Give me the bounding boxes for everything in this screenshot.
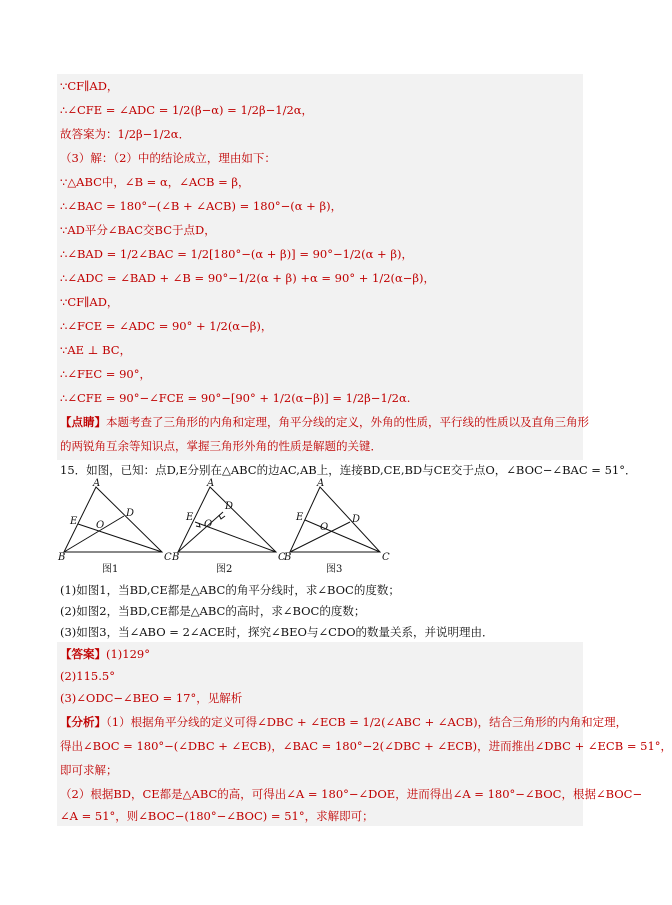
fig1-label-e: E — [70, 516, 78, 527]
fig3-label-c: C — [382, 552, 390, 563]
question-1: (1)如图1，当BD,CE都是△ABC的角平分线时，求∠BOC的度数； — [60, 583, 400, 597]
solution-line: ∴∠CFE = 90°−∠FCE = 90°−[90° + 1/2(α−β)] = 1/2β−1/2α. — [60, 391, 411, 405]
fig2-label-b: B — [172, 552, 180, 563]
fig2-label-e: E — [186, 512, 194, 523]
comment-text-1: 本题考查了三角形的内角和定理，角平分线的定义，外角的性质，平行线的性质以及直角三角形 — [106, 415, 589, 429]
solution-line: ∵△ABC中，∠B = α，∠ACB = β， — [60, 175, 250, 189]
analysis-line-2: 得出∠BOC = 180°−(∠DBC + ∠ECB)，∠BAC = 180°−2(∠DBC + ∠ECB)，进而推出∠DBC + ∠ECB = 51°， — [60, 739, 672, 753]
solution-line: ∴∠BAD = 1/2∠BAC = 1/2[180°−(α + β)] = 90°−1/2(α + β)， — [60, 247, 413, 261]
answer-2: (2)115.5° — [60, 669, 115, 683]
fig3-label-a: A — [317, 478, 325, 489]
question-2: (2)如图2，当BD,CE都是△ABC的高时，求∠BOC的度数； — [60, 604, 366, 618]
analysis-label: 【分析】 — [60, 715, 106, 729]
fig3-label-b: B — [284, 552, 292, 563]
fig3-label-d: D — [352, 514, 361, 525]
triangle-figures — [58, 480, 398, 580]
answer-3: (3)∠ODC−∠BEO = 17°，见解析 — [60, 691, 243, 705]
answer-label: 【答案】 — [60, 647, 106, 661]
fig3-label-o: O — [320, 522, 329, 533]
analysis-line-1 — [60, 712, 628, 732]
solution-line: 故答案为：1/2β−1/2α． — [60, 127, 191, 141]
fig1-label-a: A — [93, 478, 101, 489]
analysis-line-5: ∠A = 51°，则∠BOC−(180°−∠BOC) = 51°，求解即可； — [60, 809, 374, 823]
fig2-label-o: O — [204, 519, 213, 530]
fig3-caption: 图3 — [326, 564, 343, 575]
analysis-line-4: （2）根据BD，CE都是△ABC的高，可得出∠A = 180°−∠DOE，进而得出∠A = 180°−∠BOC，根据∠BOC− — [60, 787, 643, 801]
solution-line: ∴∠ADC = ∠BAD + ∠B = 90°−1/2(α + β) +α = 90° + 1/2(α−β)， — [60, 271, 436, 285]
comment-label: 【点睛】 — [60, 415, 106, 429]
analysis-text-1: （1）根据角平分线的定义可得∠DBC + ∠ECB = 1/2(∠ABC + ∠ACB)，结合三角形的内角和定理， — [106, 715, 628, 729]
solution-line: （3）解：（2）中的结论成立，理由如下： — [60, 151, 276, 165]
answer-line-1 — [60, 644, 580, 664]
fig2-caption: 图2 — [216, 564, 233, 575]
solution-line: ∴∠FEC = 90°， — [60, 367, 151, 381]
fig1-label-c: C — [164, 552, 172, 563]
figures — [58, 480, 398, 580]
fig1-label-o: O — [96, 520, 105, 531]
figure-1 — [64, 487, 162, 552]
solution-line: ∵CF∥AD， — [60, 295, 119, 309]
fig3-label-e: E — [296, 512, 304, 523]
solution-line: ∵AD平分∠BAC交BC于点D， — [60, 223, 216, 237]
problem-stem: 15．如图，已知：点D,E分别在△ABC的边AC,AB上，连接BD,CE,BD与CE交于点O，∠BOC−∠BAC = 51°． — [60, 463, 637, 477]
fig1-caption: 图1 — [102, 564, 119, 575]
fig2-label-a: A — [207, 478, 215, 489]
analysis-line-3: 即可求解； — [60, 763, 118, 777]
fig1-label-d: D — [126, 508, 135, 519]
fig1-label-b: B — [58, 552, 66, 563]
question-3: (3)如图3，当∠ABO = 2∠ACE时，探究∠BEO与∠CDO的数量关系，并说明理由． — [60, 625, 494, 639]
answer-1: (1)129° — [106, 647, 150, 661]
figure-3 — [290, 487, 380, 552]
solution-line: ∵AE ⊥ BC， — [60, 343, 132, 357]
solution-line: ∴∠CFE = ∠ADC = 1/2(β−α) = 1/2β−1/2α， — [60, 103, 314, 117]
comment-line-2: 的两锐角互余等知识点，掌握三角形外角的性质是解题的关键． — [60, 439, 382, 453]
solution-line: ∵CF∥AD， — [60, 79, 119, 93]
fig2-label-c: C — [278, 552, 286, 563]
solution-line: ∴∠BAC = 180°−(∠B + ∠ACB) = 180°−(α + β)， — [60, 199, 343, 213]
solution-line: ∴∠FCE = ∠ADC = 90° + 1/2(α−β)， — [60, 319, 273, 333]
comment-line-1 — [60, 412, 589, 432]
fig2-label-d: D — [225, 501, 234, 512]
